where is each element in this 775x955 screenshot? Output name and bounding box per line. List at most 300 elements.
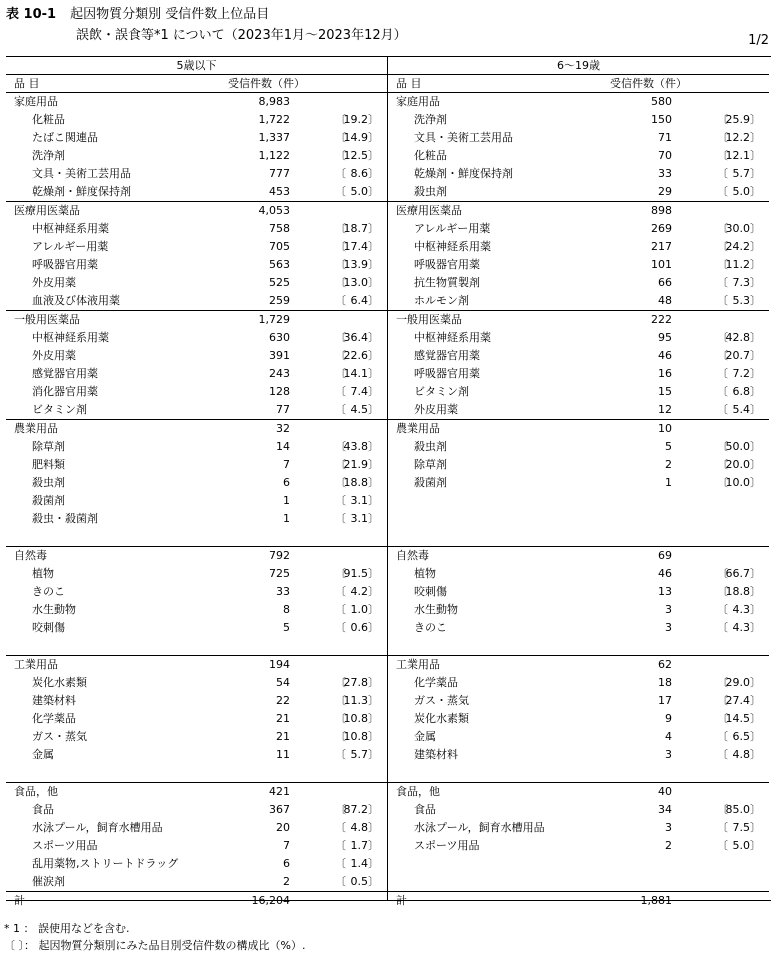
item-count: 563 (269, 258, 290, 271)
share-percent: 7.2 (732, 367, 750, 380)
item-row (6, 619, 387, 637)
item-row (388, 383, 769, 401)
share-bracket-close: 〕 (750, 385, 761, 398)
category-group (388, 202, 769, 311)
item-row (388, 183, 769, 201)
share-percent: 4.2 (350, 585, 368, 598)
item-count: 2 (665, 458, 672, 471)
share-value (726, 238, 762, 256)
share-percent: 25.9 (725, 113, 750, 126)
item-count: 21 (276, 712, 290, 725)
share-value (344, 256, 380, 274)
item-count: 46 (658, 567, 672, 580)
share-percent: 5.0 (732, 185, 750, 198)
share-percent: 5.7 (350, 748, 368, 761)
share-bracket-close: 〕 (750, 748, 761, 761)
share-value (351, 165, 380, 183)
section-age-0-5 (6, 57, 387, 910)
item-count: 12 (658, 403, 672, 416)
share-value (344, 329, 380, 347)
item-row (388, 710, 769, 728)
share-bracket-close: 〕 (368, 803, 379, 816)
item-name: ビタミン剤 (32, 403, 87, 416)
footnotes (4, 920, 305, 954)
share-bracket-open: 〔 (717, 222, 728, 235)
share-value (726, 329, 762, 347)
share-bracket-open: 〔 (335, 294, 346, 307)
share-value (726, 438, 762, 456)
item-count: 243 (269, 367, 290, 380)
category-name: 一般用医薬品 (396, 313, 462, 326)
share-percent: 4.8 (732, 748, 750, 761)
share-value (726, 129, 762, 147)
share-bracket-open: 〔 (335, 403, 346, 416)
share-bracket-close: 〕 (368, 585, 379, 598)
item-row (388, 292, 769, 310)
share-bracket-open: 〔 (335, 494, 346, 507)
item-name: 感覚器官用薬 (32, 367, 98, 380)
item-name: 水生動物 (414, 603, 458, 616)
category-count: 580 (651, 95, 672, 108)
share-value (351, 837, 380, 855)
share-value (344, 710, 380, 728)
item-row (6, 365, 387, 383)
item-name: ビタミン剤 (414, 385, 469, 398)
share-value (726, 474, 762, 492)
item-row (388, 129, 769, 147)
item-name: 乾燥剤・鮮度保持剤 (414, 167, 513, 180)
share-bracket-close: 〕 (750, 567, 761, 580)
item-count: 1 (283, 512, 290, 525)
item-row (6, 274, 387, 292)
item-row (388, 147, 769, 165)
item-name: 除草剤 (414, 458, 447, 471)
total-count: 1,881 (640, 894, 672, 907)
share-value (344, 111, 380, 129)
share-percent: 43.8 (343, 440, 368, 453)
item-name: 肥料類 (32, 458, 65, 471)
category-count: 69 (658, 549, 672, 562)
item-row (6, 383, 387, 401)
share-bracket-open: 〔 (335, 113, 346, 126)
share-value (733, 728, 762, 746)
category-name: 工業用品 (14, 658, 58, 671)
share-percent: 11.3 (343, 694, 368, 707)
share-percent: 1.4 (350, 857, 368, 870)
share-value (344, 365, 380, 383)
share-bracket-open: 〔 (335, 621, 346, 634)
share-bracket-open: 〔 (335, 276, 346, 289)
share-value (726, 565, 762, 583)
share-percent: 12.2 (725, 131, 750, 144)
share-bracket-close: 〕 (368, 331, 379, 344)
age-header: 5歳以下 (6, 57, 387, 75)
share-percent: 0.5 (350, 875, 368, 888)
category-group (6, 656, 387, 783)
share-bracket-close: 〕 (368, 185, 379, 198)
item-name: 血液及び体液用薬 (32, 294, 120, 307)
item-row (388, 692, 769, 710)
share-bracket-close: 〕 (368, 276, 379, 289)
category-group (388, 311, 769, 420)
share-value (733, 274, 762, 292)
share-bracket-open: 〔 (335, 440, 346, 453)
category-row (388, 547, 769, 565)
item-name: 殺虫剤 (414, 185, 447, 198)
share-bracket-close: 〕 (368, 730, 379, 743)
item-count: 3 (665, 821, 672, 834)
share-percent: 10.8 (343, 730, 368, 743)
item-count: 33 (276, 585, 290, 598)
share-value (351, 292, 380, 310)
share-bracket-close: 〕 (750, 621, 761, 634)
share-percent: 3.1 (350, 512, 368, 525)
share-bracket-open: 〔 (717, 748, 728, 761)
item-name: 洗浄剤 (414, 113, 447, 126)
item-count: 217 (651, 240, 672, 253)
category-count: 421 (269, 785, 290, 798)
page-number: 1/2 (748, 33, 769, 48)
item-count: 101 (651, 258, 672, 271)
item-name: 植物 (32, 567, 54, 580)
column-header (388, 75, 769, 93)
item-name: 外皮用薬 (414, 403, 458, 416)
item-name: 感覚器官用薬 (414, 349, 480, 362)
item-count: 391 (269, 349, 290, 362)
share-value (351, 746, 380, 764)
item-count: 22 (276, 694, 290, 707)
share-value (726, 674, 762, 692)
item-name: 殺虫剤 (32, 476, 65, 489)
share-percent: 4.3 (732, 621, 750, 634)
category-count: 10 (658, 422, 672, 435)
share-percent: 21.9 (343, 458, 368, 471)
item-row (388, 837, 769, 855)
share-bracket-open: 〔 (335, 149, 346, 162)
share-bracket-open: 〔 (335, 240, 346, 253)
share-percent: 20.7 (725, 349, 750, 362)
share-value (726, 692, 762, 710)
category-row (6, 311, 387, 329)
share-bracket-open: 〔 (335, 676, 346, 689)
item-row (6, 438, 387, 456)
share-bracket-close: 〕 (750, 458, 761, 471)
category-group (6, 783, 387, 891)
item-row (388, 565, 769, 583)
item-name: スポーツ用品 (32, 839, 98, 852)
share-percent: 0.6 (350, 621, 368, 634)
share-percent: 4.5 (350, 403, 368, 416)
category-name: 農業用品 (396, 422, 440, 435)
share-percent: 10.8 (343, 712, 368, 725)
item-count: 4 (665, 730, 672, 743)
item-name: 殺虫・殺菌剤 (32, 512, 98, 525)
table-number: 表 10-1 (6, 7, 57, 22)
share-value (351, 492, 380, 510)
category-row (388, 93, 769, 111)
item-row (6, 111, 387, 129)
share-bracket-open: 〔 (335, 694, 346, 707)
share-bracket-close: 〕 (750, 185, 761, 198)
share-bracket-open: 〔 (717, 385, 728, 398)
item-name: 咬刺傷 (32, 621, 65, 634)
category-row (388, 202, 769, 220)
item-row (6, 692, 387, 710)
total-row (6, 891, 387, 910)
item-row (388, 674, 769, 692)
share-value (344, 238, 380, 256)
share-bracket-close: 〕 (368, 149, 379, 162)
share-value (344, 674, 380, 692)
share-percent: 14.9 (343, 131, 368, 144)
share-bracket-close: 〕 (750, 240, 761, 253)
share-percent: 8.6 (350, 167, 368, 180)
share-bracket-close: 〕 (368, 567, 379, 580)
item-row (388, 474, 769, 492)
category-group (6, 202, 387, 311)
share-percent: 20.0 (725, 458, 750, 471)
share-percent: 17.4 (343, 240, 368, 253)
column-header-count: 受信件数（件） (228, 77, 305, 90)
share-percent: 10.0 (725, 476, 750, 489)
item-count: 5 (665, 440, 672, 453)
share-bracket-open: 〔 (717, 276, 728, 289)
item-count: 70 (658, 149, 672, 162)
column-header (6, 75, 387, 93)
age-header: 6～19歳 (388, 57, 769, 75)
share-percent: 7.4 (350, 385, 368, 398)
item-row (6, 710, 387, 728)
share-bracket-close: 〕 (368, 748, 379, 761)
item-name: 金属 (414, 730, 436, 743)
share-percent: 36.4 (343, 331, 368, 344)
category-row (6, 547, 387, 565)
item-count: 8 (283, 603, 290, 616)
item-name: きのこ (414, 621, 447, 634)
share-percent: 12.1 (725, 149, 750, 162)
share-bracket-close: 〕 (750, 276, 761, 289)
share-bracket-open: 〔 (717, 349, 728, 362)
item-count: 2 (665, 839, 672, 852)
share-value (733, 837, 762, 855)
share-bracket-open: 〔 (717, 730, 728, 743)
share-value (351, 183, 380, 201)
item-row (6, 837, 387, 855)
category-group (388, 420, 769, 547)
item-count: 367 (269, 803, 290, 816)
share-percent: 1.0 (350, 603, 368, 616)
category-name: 食品，他 (14, 785, 58, 798)
share-bracket-close: 〕 (750, 294, 761, 307)
share-value (344, 565, 380, 583)
footnote-1: * 1 ： 誤使用などを含む. (4, 922, 130, 935)
share-bracket-open: 〔 (717, 694, 728, 707)
footnote-2: 〔 〕： 起因物質分類別にみた品目別受信件数の構成比（%）. (4, 939, 306, 952)
share-bracket-open: 〔 (335, 748, 346, 761)
share-percent: 22.6 (343, 349, 368, 362)
share-value (344, 347, 380, 365)
item-count: 128 (269, 385, 290, 398)
share-bracket-close: 〕 (368, 621, 379, 634)
item-row (6, 746, 387, 764)
item-count: 16 (658, 367, 672, 380)
item-name: 殺菌剤 (414, 476, 447, 489)
share-value (726, 347, 762, 365)
item-row (6, 565, 387, 583)
share-bracket-open: 〔 (717, 149, 728, 162)
share-percent: 29.0 (725, 676, 750, 689)
share-bracket-close: 〕 (750, 440, 761, 453)
item-count: 758 (269, 222, 290, 235)
share-bracket-close: 〕 (750, 349, 761, 362)
share-percent: 6.5 (732, 730, 750, 743)
item-count: 1 (665, 476, 672, 489)
share-percent: 85.0 (725, 803, 750, 816)
share-value (344, 274, 380, 292)
share-bracket-open: 〔 (335, 458, 346, 471)
share-percent: 13.0 (343, 276, 368, 289)
share-percent: 27.4 (725, 694, 750, 707)
item-name: ガス・蒸気 (32, 730, 87, 743)
item-count: 48 (658, 294, 672, 307)
share-percent: 87.2 (343, 803, 368, 816)
category-count: 898 (651, 204, 672, 217)
item-row (388, 165, 769, 183)
share-percent: 27.8 (343, 676, 368, 689)
share-value (351, 619, 380, 637)
item-row (6, 510, 387, 528)
item-row (6, 855, 387, 873)
category-row (6, 783, 387, 801)
item-row (6, 492, 387, 510)
item-name: 化学薬品 (32, 712, 76, 725)
share-bracket-close: 〕 (368, 857, 379, 870)
share-bracket-close: 〕 (750, 694, 761, 707)
item-name: 催涙剤 (32, 875, 65, 888)
share-bracket-close: 〕 (368, 258, 379, 271)
category-name: 自然毒 (396, 549, 429, 562)
item-name: 乱用薬物,ストリートドラッグ (32, 857, 179, 870)
item-count: 1,722 (258, 113, 290, 126)
share-value (726, 456, 762, 474)
share-value (351, 401, 380, 419)
share-bracket-close: 〕 (750, 258, 761, 271)
item-row (388, 728, 769, 746)
item-count: 1 (283, 494, 290, 507)
category-group (388, 547, 769, 656)
item-name: スポーツ用品 (414, 839, 480, 852)
item-count: 269 (651, 222, 672, 235)
share-percent: 5.0 (350, 185, 368, 198)
item-count: 71 (658, 131, 672, 144)
item-name: 金属 (32, 748, 54, 761)
category-group (388, 656, 769, 783)
item-row (6, 819, 387, 837)
share-bracket-close: 〕 (750, 803, 761, 816)
share-percent: 14.5 (725, 712, 750, 725)
item-row (388, 347, 769, 365)
item-count: 11 (276, 748, 290, 761)
item-row (388, 801, 769, 819)
item-name: ホルモン剤 (414, 294, 469, 307)
share-percent: 42.8 (725, 331, 750, 344)
share-bracket-close: 〕 (368, 476, 379, 489)
share-bracket-close: 〕 (368, 113, 379, 126)
share-bracket-open: 〔 (335, 222, 346, 235)
share-bracket-open: 〔 (335, 875, 346, 888)
share-bracket-close: 〕 (368, 494, 379, 507)
share-bracket-open: 〔 (335, 730, 346, 743)
share-bracket-open: 〔 (717, 331, 728, 344)
share-value (344, 801, 380, 819)
item-name: たばこ関連品 (32, 131, 98, 144)
share-value (351, 601, 380, 619)
total-count: 16,204 (251, 894, 290, 907)
share-percent: 1.7 (350, 839, 368, 852)
category-row (6, 420, 387, 438)
item-row (388, 274, 769, 292)
item-row (388, 819, 769, 837)
share-value (344, 692, 380, 710)
share-bracket-close: 〕 (368, 440, 379, 453)
share-percent: 3.1 (350, 494, 368, 507)
item-row (6, 129, 387, 147)
share-value (351, 819, 380, 837)
share-bracket-open: 〔 (717, 621, 728, 634)
item-count: 6 (283, 857, 290, 870)
share-bracket-open: 〔 (335, 567, 346, 580)
share-bracket-close: 〕 (368, 131, 379, 144)
share-percent: 5.3 (732, 294, 750, 307)
share-bracket-open: 〔 (717, 839, 728, 852)
item-name: 呼吸器官用薬 (32, 258, 98, 271)
item-name: 化粧品 (32, 113, 65, 126)
item-count: 6 (283, 476, 290, 489)
item-name: 文具・美術工芸用品 (32, 167, 131, 180)
share-bracket-open: 〔 (335, 839, 346, 852)
share-bracket-close: 〕 (368, 458, 379, 471)
share-bracket-open: 〔 (717, 458, 728, 471)
item-name: 建築材料 (414, 748, 458, 761)
share-bracket-open: 〔 (717, 131, 728, 144)
item-count: 630 (269, 331, 290, 344)
share-value (726, 801, 762, 819)
share-bracket-close: 〕 (750, 730, 761, 743)
item-name: 化学薬品 (414, 676, 458, 689)
share-bracket-close: 〕 (750, 222, 761, 235)
item-row (388, 438, 769, 456)
share-percent: 66.7 (725, 567, 750, 580)
item-row (6, 256, 387, 274)
share-value (733, 819, 762, 837)
item-row (388, 601, 769, 619)
share-bracket-open: 〔 (717, 676, 728, 689)
item-name: ガス・蒸気 (414, 694, 469, 707)
share-percent: 5.4 (732, 403, 750, 416)
share-value (726, 256, 762, 274)
category-name: 家庭用品 (396, 95, 440, 108)
item-name: 水泳プール，飼育水槽用品 (32, 821, 163, 834)
share-percent: 7.5 (732, 821, 750, 834)
share-bracket-open: 〔 (717, 585, 728, 598)
share-value (344, 728, 380, 746)
share-percent: 4.3 (732, 603, 750, 616)
item-name: 殺菌剤 (32, 494, 65, 507)
share-bracket-close: 〕 (750, 113, 761, 126)
share-value (351, 855, 380, 873)
category-count: 32 (276, 422, 290, 435)
category-group (6, 311, 387, 420)
